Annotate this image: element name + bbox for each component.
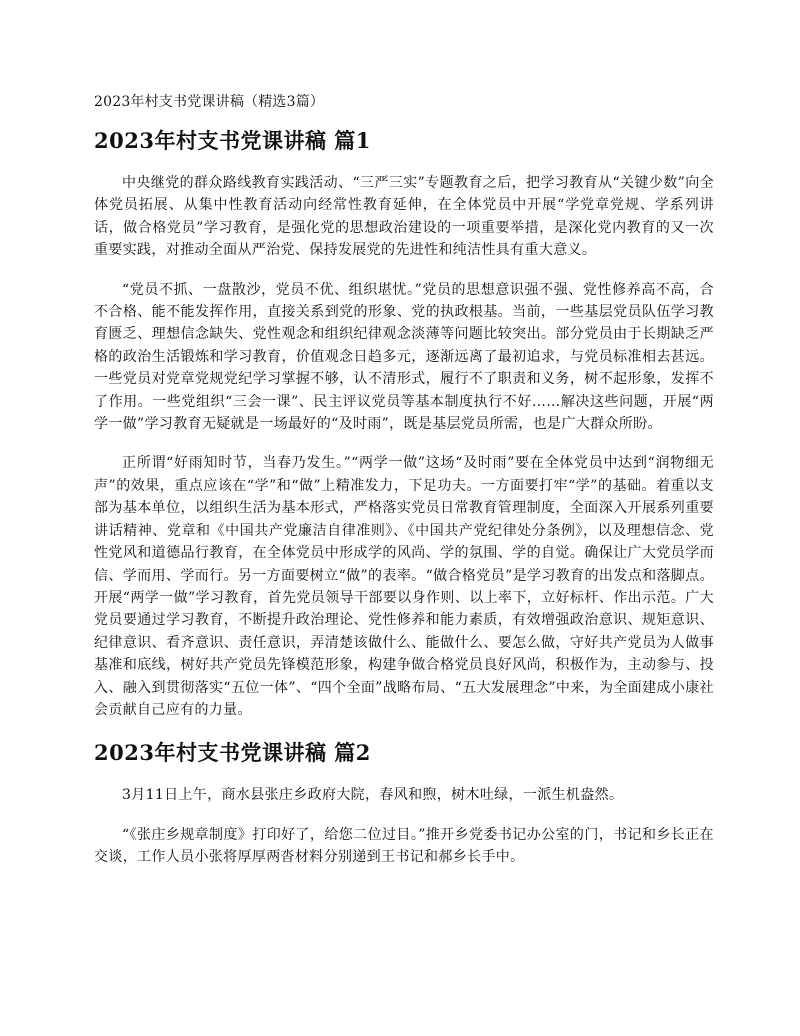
section-heading: 2023年村支书党课讲稿 篇2 [94, 740, 371, 766]
paragraph: “《张庄乡规章制度》打印好了，给您二位过目。”推开乡党委书记办公室的门，书记和乡长正在交谈，工作人员小张将厚厚两沓材料分别递到王书记和郝乡长手中。 [94, 826, 714, 866]
paragraph: 中央继党的群众路线教育实践活动、“三严三实”专题教育之后，把学习教育从“关键少数”向全体党员拓展、从集中性教育活动向经常性教育延伸，在全体党员中开展“学党章党规、学系列讲话，做合格党员”学习教育，是强化党的思想政治建设的一项重要举措，是深化党内教育的又一次重要实践，对推动全面从严治党、保持发展党的先进性和纯洁性具有重大意义。 [94, 175, 714, 259]
document-page [94, 92, 714, 886]
paragraph: 正所谓“好雨知时节，当春乃发生。”“两学一做”这场“及时雨”要在全体党员中达到“润物细无声”的效果，重点应该在“学”和“做”上精准发力，下足功夫。一方面要打牢“学”的基础。着重以支部为基本单位，以组织生活为基本形式，严格落实党员日常教育管理制度，全面深入开展系列重要讲话精神、党章和《中国共产党廉洁自律准则》、《中国共产党纪律处分条例》，以及理想信念、党性党风和道德品行教育，在全体党员中形成学的风尚、学的氛围、学的自觉。确保让广大党员学而信、学而用、学而行。另一方面要树立“做”的表率。“做合格党员”是学习教育的出发点和落脚点。开展“两学一做”学习教育，首先党员领导干部要以身作则、以上率下，立好标杆、作出示范。广大党员要通过学习教育，不断提升政治理论、党性修养和能力素质，有效增强政治意识、规矩意识、纪律意识、看齐意识、责任意识，弄清楚该做什么、能做什么、要怎么做，守好共产党员为人做事基准和底线，树好共产党员先锋模范形象，构建争做合格党员良好风尚，积极作为，主动参与、投入、融入到贯彻落实“五位一体”、“四个全面”战略布局、“五大发展理念”中来，为全面建成小康社会贡献自己应有的力量。 [94, 455, 714, 718]
section-1 [94, 126, 714, 721]
section-2 [94, 738, 714, 868]
paragraph: 3月11日上午，商水县张庄乡政府大院，春风和煦，树木吐绿，一派生机盎然。 [122, 787, 624, 804]
document-subtitle: 2023年村支书党课讲稿（精选3篇） [94, 94, 325, 110]
paragraph: “党员不抓、一盘散沙，党员不优、组织堪忧。”党员的思想意识强不强、党性修养高不高，合不合格、能不能发挥作用，直接关系到党的形象、党的执政根基。当前，一些基层党员队伍学习教育匮乏、理想信念缺失、党性观念和组织纪律观念淡薄等问题比较突出。部分党员由于长期缺乏严格的政治生活锻炼和学习教育，价值观念日趋多元，逐渐远离了最初追求，与党员标准相去甚远。一些党员对党章党规党纪学习掌握不够，认不清形式，履行不了职责和义务，树不起形象，发挥不了作用。一些党组织“三会一课”、民主评议党员等基本制度执行不好……解决这些问题，开展“两学一做”学习教育无疑就是一场最好的“及时雨”，既是基层党员所需，也是广大群众所盼。 [94, 281, 714, 433]
section-heading: 2023年村支书党课讲稿 篇1 [94, 128, 371, 153]
